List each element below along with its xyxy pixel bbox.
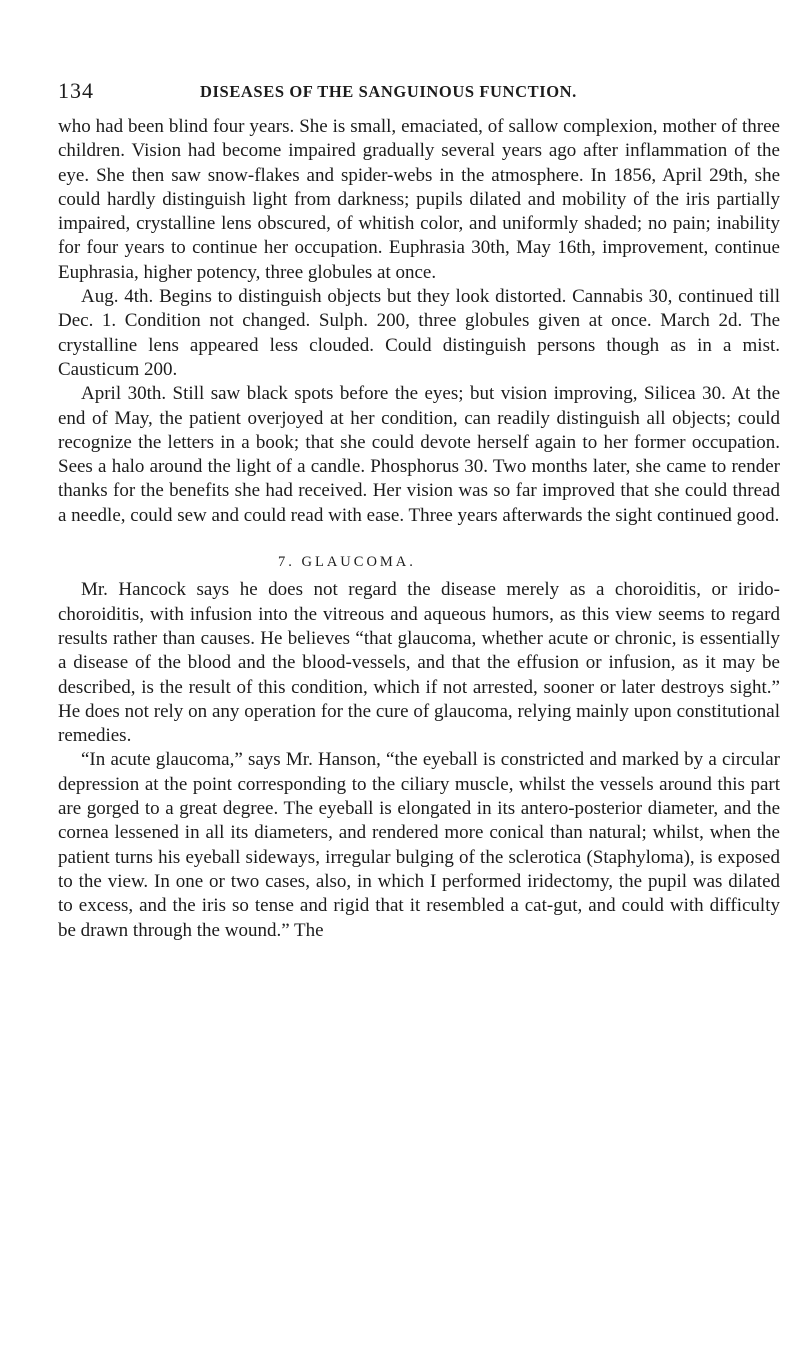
paragraph: “In acute glaucoma,” says Mr. Hanson, “the eyeball is constricted and marked by a circular depression at the point corresponding to the ciliary muscle, whilst the vessels around this part are gorged to a great degree. The eyeball is elongated in its antero-posterior diameter, and the cornea lessened in all its diameters, and rendered more conical than natural; whilst, when the patient turns his eyeball sideways, irregular bulging of the sclerotica (Staphyloma), is exposed to the view. In one or two cases, also, in which I performed iridectomy, the pupil was dilated to excess, and the iris so tense and rigid that it resembled a cat-gut, and could with difficulty be drawn through the wound.” The — [58, 749, 780, 941]
running-title: DISEASES OF THE SANGUINOUS FUNCTION. — [200, 82, 577, 101]
paragraph: Mr. Hancock says he does not regard the disease merely as a choroiditis, or irido-choroiditis, with infusion into the vitreous and aqueous humors, as this view seems to regard results rather than causes. He believes “that glaucoma, whether acute or chronic, is essentially a disease of the blood and the blood-vessels, and that the effusion or infusion, as it may be described, is the result of this condition, which if not arrested, sooner or later destroys sight.” He does not rely on any operation for the cure of glaucoma, relying mainly upon constitutional remedies. — [58, 579, 780, 747]
paragraph: April 30th. Still saw black spots before the eyes; but vision improving, Silicea 30. At the end of May, the patient overjoyed at her condition, can readily distinguish all objects; could recognize the letters in a book; that she could devote herself again to her former occupation. Sees a halo around the light of a candle. Phosphorus 30. Two months later, she came to render thanks for the benefits she had received. Her vision was so far improved that she could thread a needle, could sew and could read with ease. Three years afterwards the sight continued good. — [58, 383, 780, 526]
section-heading: 7. GLAUCOMA. — [278, 554, 416, 571]
body-text — [58, 115, 780, 943]
paragraph: who had been blind four years. She is small, emaciated, of sallow complexion, mother of three children. Vision had become impaired gradually several years ago after inflammation of the eye. She then saw snow-flakes and spider-webs in the atmosphere. In 1856, April 29th, she could hardly distinguish light from darkness; pupils dilated and mobility of the iris partially impaired, crystalline lens obscured, of whitish color, and uniformly shaded; no pain; inability for four years to continue her occupation. Euphrasia 30th, May 16th, improvement, continue Euphrasia, higher potency, three globules at once. — [58, 116, 780, 283]
running-head — [58, 78, 776, 108]
paragraph: Aug. 4th. Begins to distinguish objects but they look distorted. Cannabis 30, continued till Dec. 1. Condition not changed. Sulph. 200, three globules given at once. March 2d. The crystalline lens appeared less clouded. Could distinguish persons though as in a mist. Causticum 200. — [58, 286, 780, 380]
page-number: 134 — [58, 78, 94, 103]
